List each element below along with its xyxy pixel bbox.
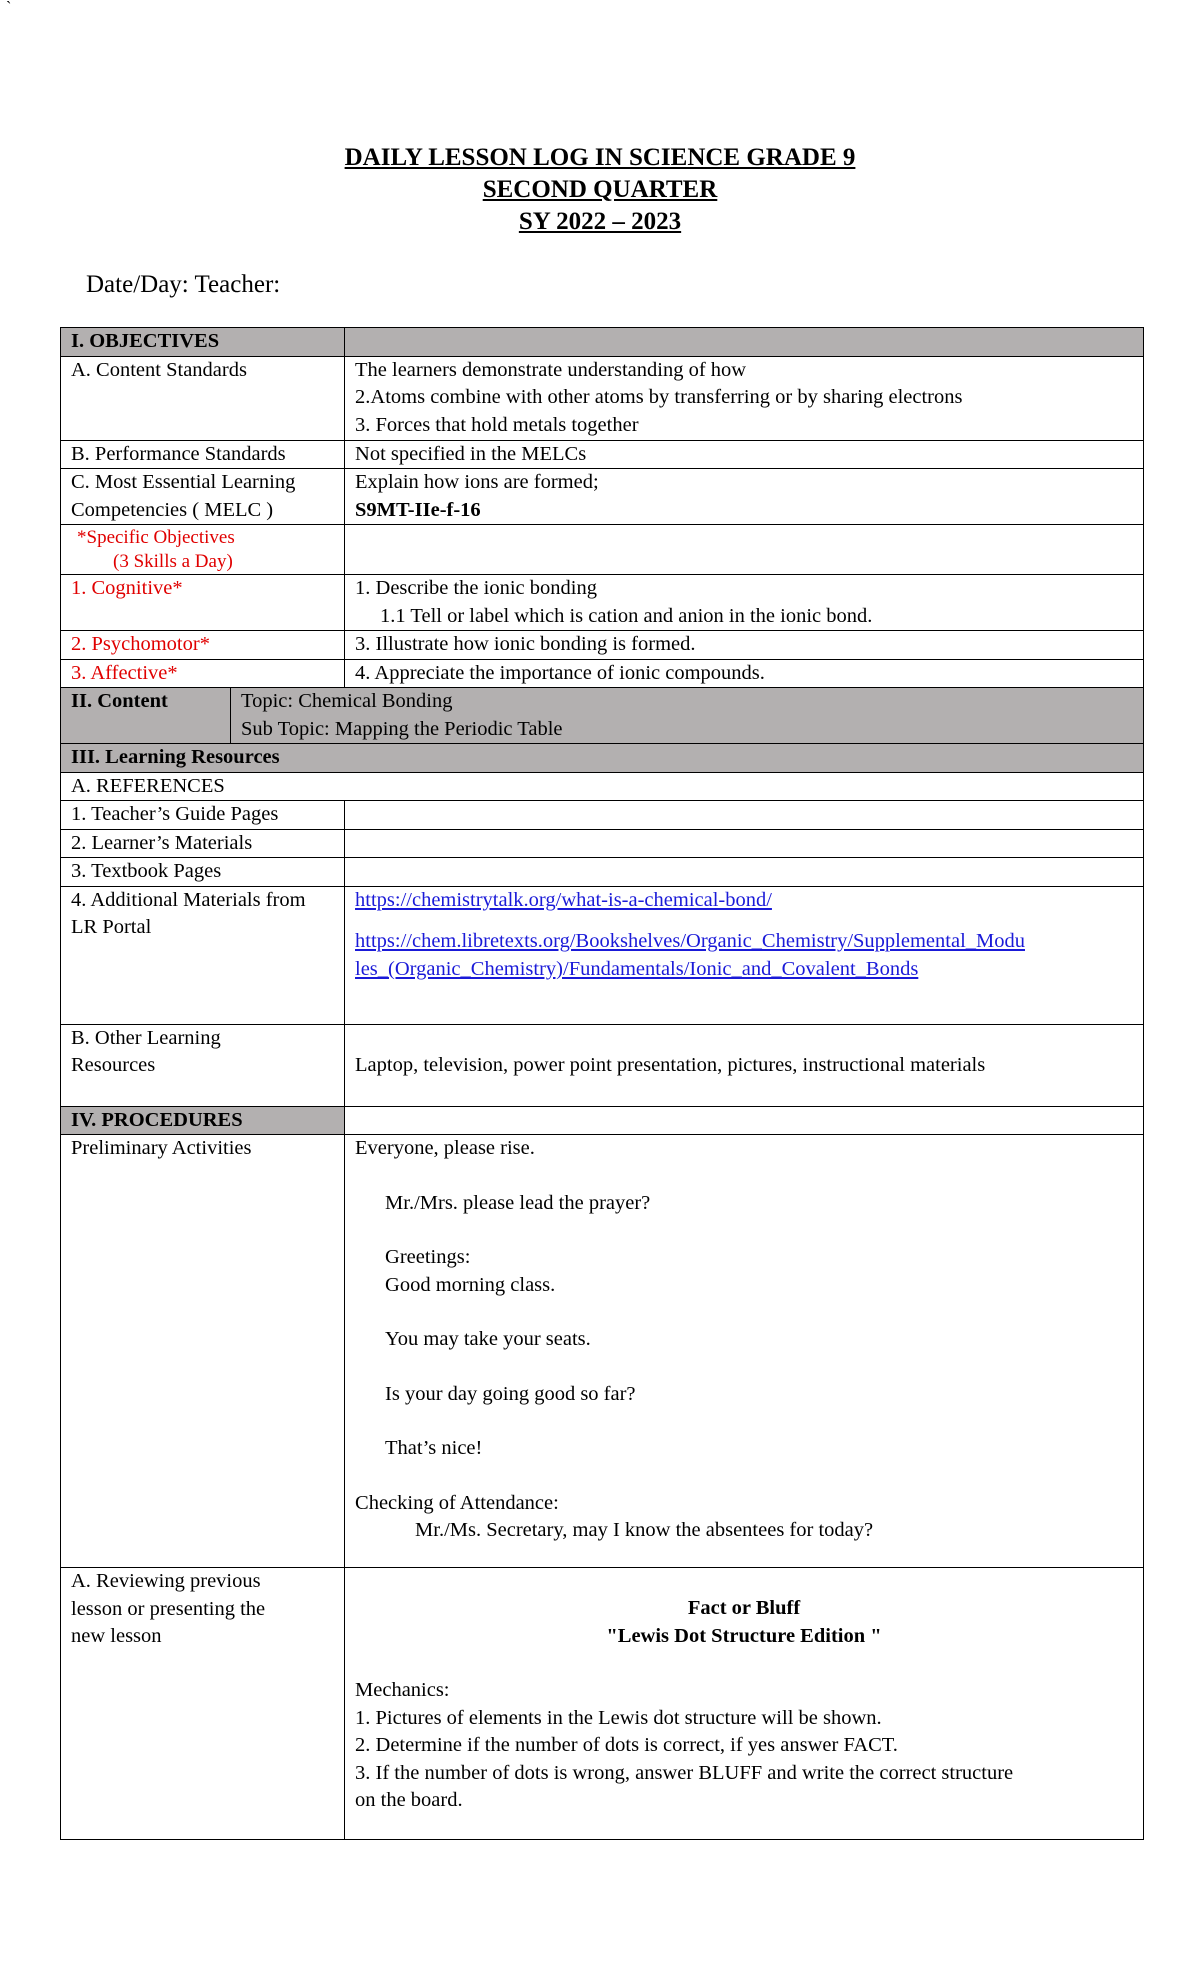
corner-mark: ` <box>6 0 12 16</box>
preliminary-label: Preliminary Activities <box>61 1135 345 1568</box>
reviewing-label-line-1: A. Reviewing previous <box>71 1570 261 1592</box>
affective-label: 3. Affective* <box>61 659 345 688</box>
affective-value: 4. Appreciate the importance of ionic compounds. <box>345 659 1144 688</box>
melc-value <box>345 469 1144 525</box>
content-standards-value <box>345 356 1144 440</box>
additional-materials-row <box>61 886 1144 1024</box>
mechanics-step-2: 2. Determine if the number of dots is correct, if yes answer FACT. <box>355 1734 898 1756</box>
teachers-guide-value <box>345 801 1144 830</box>
document-title <box>0 142 1200 238</box>
reviewing-label <box>61 1568 345 1840</box>
learners-materials-label: 2. Learner’s Materials <box>61 829 345 858</box>
cognitive-row <box>61 575 1144 631</box>
cognitive-value <box>345 575 1144 631</box>
melc-code: S9MT-IIe-f-16 <box>355 498 481 521</box>
spacer <box>355 1568 1133 1595</box>
title-line-3: SY 2022 – 2023 <box>518 208 682 235</box>
content-standards-row <box>61 356 1144 440</box>
other-resources-label <box>61 1024 345 1106</box>
objectives-header-row <box>61 328 1144 357</box>
spacer <box>355 1463 1133 1490</box>
specific-objectives-line-1: *Specific Objectives <box>77 527 235 548</box>
resources-header-row <box>61 744 1144 773</box>
day-line: Is your day going good so far? <box>385 1382 636 1405</box>
other-resources-spacer <box>355 1025 1133 1052</box>
mechanics-step-1: 1. Pictures of elements in the Lewis dot structure will be shown. <box>355 1706 882 1729</box>
teachers-guide-label: 1. Teacher’s Guide Pages <box>61 801 345 830</box>
content-row <box>61 688 1144 744</box>
other-resources-label-line-1: B. Other Learning <box>71 1026 221 1049</box>
content-standards-line-1: The learners demonstrate understanding of how <box>355 358 747 381</box>
psychomotor-label: 2. Psychomotor* <box>61 631 345 660</box>
content-subtopic: Sub Topic: Mapping the Periodic Table <box>241 717 563 740</box>
seats-line: You may take your seats. <box>385 1328 591 1350</box>
psychomotor-value: 3. Illustrate how ionic bonding is formed. <box>345 631 1144 660</box>
preliminary-script <box>345 1135 1144 1568</box>
cognitive-line-1: 1. Describe the ionic bonding <box>355 577 597 599</box>
textbook-value <box>345 858 1144 887</box>
content-standards-label: A. Content Standards <box>61 356 345 440</box>
reviewing-row <box>61 1568 1144 1840</box>
greetings-line: Greetings: <box>385 1246 471 1268</box>
mechanics-step-3-line-2: on the board. <box>355 1789 463 1811</box>
spacer <box>355 1354 1133 1381</box>
rise-line: Everyone, please rise. <box>355 1137 535 1159</box>
melc-row <box>61 469 1144 525</box>
additional-materials-label-line-2: LR Portal <box>71 916 152 938</box>
secretary-line: Mr./Ms. Secretary, may I know the absentees for today? <box>415 1519 874 1541</box>
additional-materials-label-line-1: 4. Additional Materials from <box>71 888 306 911</box>
lesson-log-table <box>60 327 1144 1840</box>
nice-line: That’s nice! <box>385 1437 483 1459</box>
content-standards-line-2: 2.Atoms combine with other atoms by transferring or by sharing electrons <box>355 386 963 408</box>
title-line-2: SECOND QUARTER <box>482 176 718 203</box>
performance-standards-row <box>61 440 1144 469</box>
content-heading: II. Content <box>61 688 231 744</box>
performance-standards-value: Not specified in the MELCs <box>345 440 1144 469</box>
cognitive-label: 1. Cognitive* <box>61 575 345 631</box>
procedures-heading: IV. PROCEDURES <box>61 1106 345 1135</box>
specific-objectives-label <box>61 525 345 575</box>
good-morning-line: Good morning class. <box>385 1273 556 1296</box>
libretexts-link-line-2[interactable]: les_(Organic_Chemistry)/Fundamentals/Ionic_and_Covalent_Bonds <box>355 957 919 980</box>
objectives-heading-blank <box>345 328 1144 357</box>
content-standards-line-3: 3. Forces that hold metals together <box>355 413 639 436</box>
spacer <box>355 1650 1133 1677</box>
libretexts-link-line-1[interactable]: https://chem.libretexts.org/Bookshelves/Organic_Chemistry/Supplemental_Modu <box>355 930 1025 952</box>
other-resources-label-line-2: Resources <box>71 1054 156 1076</box>
reviewing-activity <box>345 1568 1144 1840</box>
chemistrytalk-link[interactable]: https://chemistrytalk.org/what-is-a-chemical-bond/ <box>355 888 772 911</box>
other-resources-row <box>61 1024 1144 1106</box>
reviewing-label-line-3: new lesson <box>71 1625 162 1647</box>
specific-objectives-blank <box>345 525 1144 575</box>
specific-objectives-row <box>61 525 1144 575</box>
preliminary-row <box>61 1135 1144 1568</box>
specific-objectives-line-2: (3 Skills a Day) <box>113 551 233 572</box>
game-subtitle: "Lewis Dot Structure Edition " <box>606 1624 882 1647</box>
other-resources-text: Laptop, television, power point presentation, pictures, instructional materials <box>355 1053 986 1076</box>
psychomotor-row <box>61 631 1144 660</box>
teachers-guide-row <box>61 801 1144 830</box>
reviewing-label-line-2: lesson or presenting the <box>71 1597 266 1620</box>
content-topics <box>231 688 1144 744</box>
other-resources-value <box>345 1024 1144 1106</box>
title-line-1: DAILY LESSON LOG IN SCIENCE GRADE 9 <box>344 144 856 171</box>
melc-label <box>61 469 345 525</box>
prayer-line: Mr./Mrs. please lead the prayer? <box>385 1191 651 1214</box>
melc-label-line-1: C. Most Essential Learning <box>71 471 296 493</box>
melc-text: Explain how ions are formed; <box>355 471 599 493</box>
textbook-row <box>61 858 1144 887</box>
content-topic: Topic: Chemical Bonding <box>241 690 453 712</box>
melc-label-line-2: Competencies ( MELC ) <box>71 498 274 521</box>
attendance-line: Checking of Attendance: <box>355 1491 559 1514</box>
additional-materials-label <box>61 886 345 1024</box>
references-label: A. REFERENCES <box>61 772 1144 801</box>
objectives-heading: I. OBJECTIVES <box>61 328 345 357</box>
procedures-header-row <box>61 1106 1144 1135</box>
link-spacer <box>355 914 1133 928</box>
references-row <box>61 772 1144 801</box>
spacer <box>355 1163 1133 1190</box>
mechanics-heading: Mechanics: <box>355 1679 450 1701</box>
spacer <box>355 1299 1133 1326</box>
cognitive-line-2: 1.1 Tell or label which is cation and anion in the ionic bond. <box>380 604 873 627</box>
affective-row <box>61 659 1144 688</box>
performance-standards-label: B. Performance Standards <box>61 440 345 469</box>
spacer <box>355 1217 1133 1244</box>
procedures-heading-blank <box>345 1106 1144 1135</box>
date-teacher-line: Date/Day: Teacher: <box>86 271 281 298</box>
additional-materials-links <box>345 886 1144 1024</box>
learners-materials-value <box>345 829 1144 858</box>
spacer <box>355 1408 1133 1435</box>
resources-heading: III. Learning Resources <box>61 744 1144 773</box>
mechanics-step-3-line-1: 3. If the number of dots is wrong, answer BLUFF and write the correct structure <box>355 1761 1014 1784</box>
learners-materials-row <box>61 829 1144 858</box>
game-title: Fact or Bluff <box>687 1597 801 1619</box>
textbook-label: 3. Textbook Pages <box>61 858 345 887</box>
